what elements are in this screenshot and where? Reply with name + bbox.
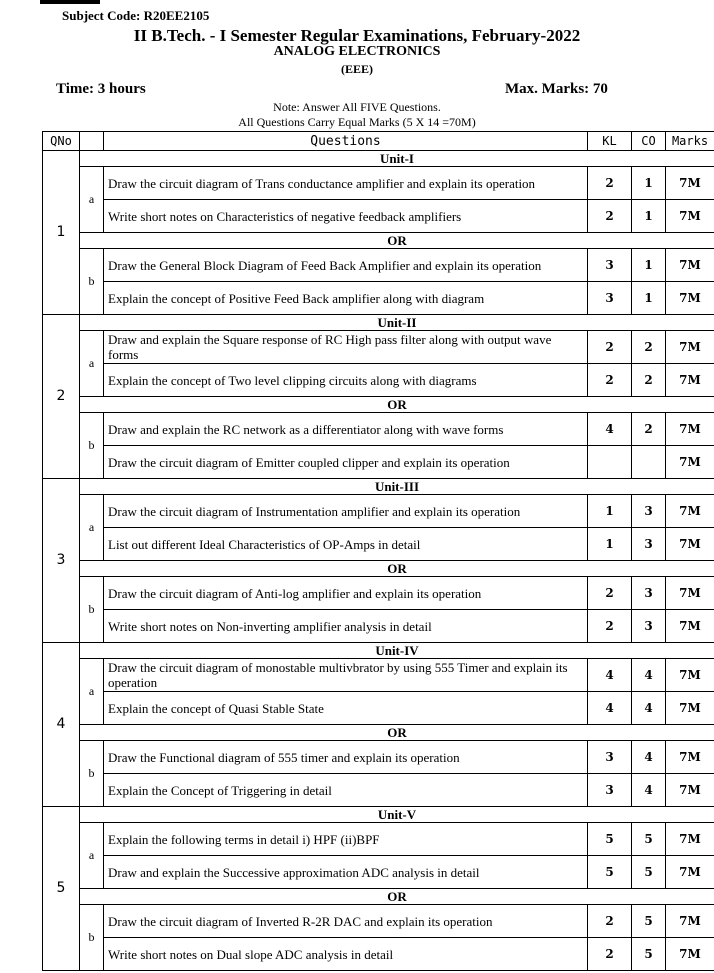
part-label: b	[80, 577, 104, 643]
col-questions: Questions	[104, 132, 588, 151]
subject-code: Subject Code: R20EE2105	[62, 8, 210, 23]
course-outcome: 2	[632, 364, 666, 397]
course-outcome: 5	[632, 905, 666, 938]
course-outcome: 1	[632, 200, 666, 233]
part-label: b	[80, 905, 104, 971]
part-label: a	[80, 495, 104, 561]
question-text: Explain the concept of Positive Feed Back amplifier along with diagram	[104, 282, 588, 315]
question-row	[43, 905, 714, 938]
question-row	[43, 692, 714, 725]
knowledge-level: 4	[588, 659, 632, 692]
question-text: Write short notes on Dual slope ADC analysis in detail	[104, 938, 588, 971]
question-text: Draw the General Block Diagram of Feed Back Amplifier and explain its operation	[104, 249, 588, 282]
course-outcome: 4	[632, 659, 666, 692]
knowledge-level: 2	[588, 331, 632, 364]
unit-heading: Unit-III	[80, 479, 714, 495]
unit-row	[43, 807, 714, 823]
or-separator: OR	[80, 561, 714, 577]
or-row	[43, 233, 714, 249]
knowledge-level: 5	[588, 823, 632, 856]
knowledge-level: 2	[588, 167, 632, 200]
subject-name: ANALOG ELECTRONICS	[273, 44, 441, 59]
question-row	[43, 610, 714, 643]
col-marks: Marks	[666, 132, 714, 151]
knowledge-level: 3	[588, 249, 632, 282]
question-text: Draw the circuit diagram of Inverted R-2R DAC and explain its operation	[104, 905, 588, 938]
question-text: Write short notes on Characteristics of negative feedback amplifiers	[104, 200, 588, 233]
course-outcome: 2	[632, 331, 666, 364]
or-separator: OR	[80, 397, 714, 413]
question-text: Write short notes on Non-inverting amplifier analysis in detail	[104, 610, 588, 643]
question-text: Explain the Concept of Triggering in detail	[104, 774, 588, 807]
marks: 7M	[666, 577, 714, 610]
course-outcome: 5	[632, 823, 666, 856]
course-outcome: 5	[632, 856, 666, 889]
marks: 7M	[666, 331, 714, 364]
knowledge-level: 3	[588, 741, 632, 774]
question-text: Draw the circuit diagram of Instrumentation amplifier and explain its operation	[104, 495, 588, 528]
question-row	[43, 856, 714, 889]
table-header-row	[43, 132, 714, 151]
course-outcome: 3	[632, 610, 666, 643]
knowledge-level: 5	[588, 856, 632, 889]
or-separator: OR	[80, 725, 714, 741]
col-part	[80, 132, 104, 151]
logo-fragment	[40, 0, 100, 4]
marks: 7M	[666, 495, 714, 528]
unit-row	[43, 315, 714, 331]
question-row	[43, 659, 714, 692]
marks: 7M	[666, 774, 714, 807]
or-separator: OR	[80, 889, 714, 905]
question-number: 1	[43, 151, 80, 315]
or-row	[43, 725, 714, 741]
question-row	[43, 413, 714, 446]
knowledge-level: 2	[588, 905, 632, 938]
question-text: Draw the circuit diagram of Trans conductance amplifier and explain its operation	[104, 167, 588, 200]
or-separator: OR	[80, 233, 714, 249]
question-table	[42, 131, 714, 971]
course-outcome: 1	[632, 282, 666, 315]
marks: 7M	[666, 692, 714, 725]
marks: 7M	[666, 610, 714, 643]
knowledge-level: 3	[588, 282, 632, 315]
question-text: Explain the following terms in detail i) HPF (ii)BPF	[104, 823, 588, 856]
knowledge-level: 2	[588, 610, 632, 643]
question-row	[43, 331, 714, 364]
part-label: b	[80, 741, 104, 807]
part-label: b	[80, 413, 104, 479]
knowledge-level: 1	[588, 528, 632, 561]
question-number: 4	[43, 643, 80, 807]
question-row	[43, 528, 714, 561]
marks: 7M	[666, 823, 714, 856]
unit-row	[43, 151, 714, 167]
question-text: Draw the circuit diagram of monostable multivbrator by using 555 Timer and explain its operation	[104, 659, 588, 692]
course-outcome: 4	[632, 692, 666, 725]
unit-heading: Unit-IV	[80, 643, 714, 659]
unit-heading: Unit-II	[80, 315, 714, 331]
col-kl: KL	[588, 132, 632, 151]
knowledge-level: 2	[588, 364, 632, 397]
marks: 7M	[666, 528, 714, 561]
question-row	[43, 495, 714, 528]
marks: 7M	[666, 741, 714, 774]
course-outcome	[632, 446, 666, 479]
course-outcome: 4	[632, 774, 666, 807]
question-text: Draw the circuit diagram of Anti-log amplifier and explain its operation	[104, 577, 588, 610]
unit-row	[43, 479, 714, 495]
marks: 7M	[666, 938, 714, 971]
question-row	[43, 282, 714, 315]
course-outcome: 1	[632, 249, 666, 282]
unit-heading: Unit-V	[80, 807, 714, 823]
note-answer-all: Note: Answer All FIVE Questions.	[273, 100, 441, 114]
part-label: a	[80, 331, 104, 397]
question-number: 3	[43, 479, 80, 643]
course-outcome: 3	[632, 495, 666, 528]
question-text: Draw the Functional diagram of 555 timer and explain its operation	[104, 741, 588, 774]
or-row	[43, 889, 714, 905]
knowledge-level: 2	[588, 577, 632, 610]
or-row	[43, 397, 714, 413]
question-number: 5	[43, 807, 80, 971]
question-row	[43, 774, 714, 807]
knowledge-level: 1	[588, 495, 632, 528]
marks: 7M	[666, 200, 714, 233]
course-outcome: 5	[632, 938, 666, 971]
course-outcome: 3	[632, 528, 666, 561]
unit-row	[43, 643, 714, 659]
question-text: Draw and explain the RC network as a differentiator along with wave forms	[104, 413, 588, 446]
question-row	[43, 200, 714, 233]
max-marks: Max. Marks: 70	[505, 81, 608, 97]
question-text: Explain the concept of Quasi Stable State	[104, 692, 588, 725]
col-co: CO	[632, 132, 666, 151]
note-equal-marks: All Questions Carry Equal Marks (5 X 14 =70M)	[238, 115, 476, 129]
question-text: Draw and explain the Successive approximation ADC analysis in detail	[104, 856, 588, 889]
question-row	[43, 938, 714, 971]
marks: 7M	[666, 249, 714, 282]
col-qno: QNo	[43, 132, 80, 151]
marks: 7M	[666, 659, 714, 692]
unit-heading: Unit-I	[80, 151, 714, 167]
course-outcome: 4	[632, 741, 666, 774]
branch: (EEE)	[340, 62, 373, 76]
question-row	[43, 167, 714, 200]
knowledge-level: 4	[588, 413, 632, 446]
question-text: List out different Ideal Characteristics of OP-Amps in detail	[104, 528, 588, 561]
marks: 7M	[666, 167, 714, 200]
course-outcome: 3	[632, 577, 666, 610]
part-label: a	[80, 659, 104, 725]
or-row	[43, 561, 714, 577]
question-row	[43, 249, 714, 282]
question-text: Draw and explain the Square response of RC High pass filter along with output wave forms	[104, 331, 588, 364]
knowledge-level: 3	[588, 774, 632, 807]
marks: 7M	[666, 413, 714, 446]
marks: 7M	[666, 905, 714, 938]
question-text: Explain the concept of Two level clipping circuits along with diagrams	[104, 364, 588, 397]
course-outcome: 2	[632, 413, 666, 446]
exam-title: II B.Tech. - I Semester Regular Examinations, February-2022	[133, 26, 581, 45]
knowledge-level: 2	[588, 938, 632, 971]
part-label: a	[80, 167, 104, 233]
question-row	[43, 364, 714, 397]
question-row	[43, 741, 714, 774]
knowledge-level	[588, 446, 632, 479]
marks: 7M	[666, 364, 714, 397]
knowledge-level: 4	[588, 692, 632, 725]
course-outcome: 1	[632, 167, 666, 200]
marks: 7M	[666, 856, 714, 889]
question-text: Draw the circuit diagram of Emitter coupled clipper and explain its operation	[104, 446, 588, 479]
knowledge-level: 2	[588, 200, 632, 233]
question-number: 2	[43, 315, 80, 479]
question-row	[43, 577, 714, 610]
part-label: a	[80, 823, 104, 889]
exam-time: Time: 3 hours	[56, 81, 146, 97]
part-label: b	[80, 249, 104, 315]
question-row	[43, 823, 714, 856]
marks: 7M	[666, 282, 714, 315]
question-row	[43, 446, 714, 479]
marks: 7M	[666, 446, 714, 479]
